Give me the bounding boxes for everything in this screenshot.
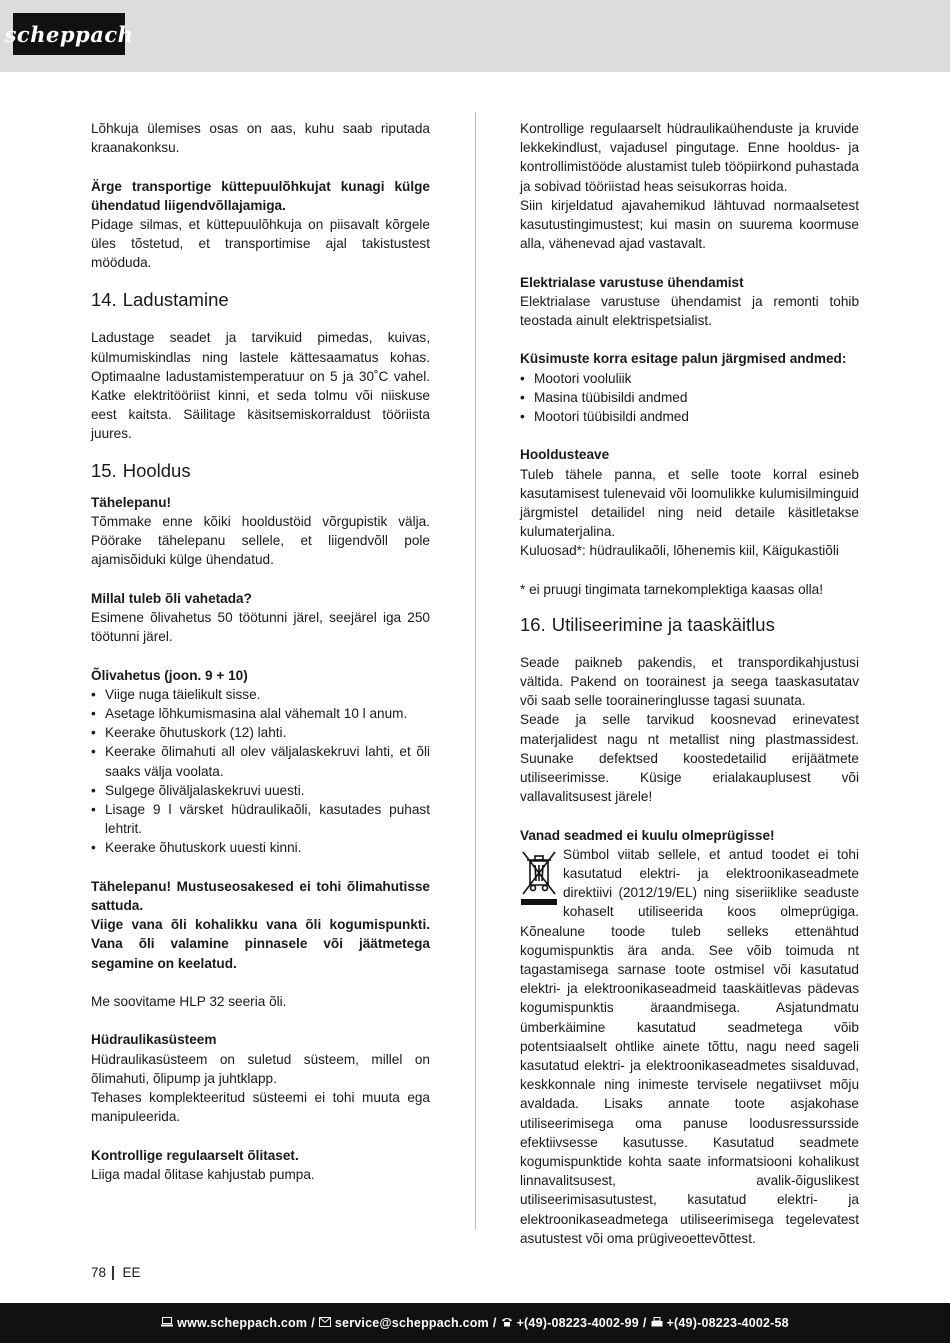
footer-email[interactable]: service@scheppach.com <box>334 1316 489 1330</box>
subheading: Kontrollige regulaarselt õlitaset. <box>91 1147 299 1163</box>
phone-icon <box>501 1316 513 1330</box>
left-column <box>91 119 430 1184</box>
old-oil-warning: Viige vana õli kohalikku vana õli kogumispunkti. Vana õli valamine pinnasele või jäätmetega segamine on keelatud. <box>91 917 430 971</box>
paragraph: Hüdraulikasüsteem on suletud süsteem, millel on õlimahuti, õlipump ja juhtklapp. <box>91 1051 430 1086</box>
logo-text: scheppach <box>4 21 134 47</box>
list-item: • Sulgege õliväljalaskekruvi uuesti. <box>91 781 430 800</box>
paragraph: Esimene õlivahetus 50 töötunni järel, seejärel iga 250 töötunni järel. <box>91 610 430 645</box>
paragraph: Me soovitame HLP 32 seeria õli. <box>91 994 287 1010</box>
mail-icon <box>319 1316 331 1330</box>
paragraph: Kontrollige regulaarselt hüdraulikaühenduste ja kruvide lekkekindlust, vajadusel pingutage. Enne hooldus- ja kontrollimistööde alustamist tuleb tööpiirkond puhastada ja sobivad tööriistad heas seisukorras hoida. <box>520 121 859 194</box>
list-item: • Viige nuga täielikult sisse. <box>91 685 430 704</box>
footnote: * ei pruugi tingimata tarnekomplektiga kaasas olla! <box>520 581 824 597</box>
section-heading-14 <box>91 288 430 312</box>
list-item: • Masina tüübisildi andmed <box>520 388 859 407</box>
questions-list <box>520 369 859 427</box>
right-column <box>520 119 859 1248</box>
paragraph: Pidage silmas, et küttepuulõhkuja on piisavalt kõrgele üles tõstetud, et transportimise ajal takistustest mööduda. <box>91 217 430 271</box>
paragraph: Liiga madal õlitase kahjustab pumpa. <box>91 1166 315 1182</box>
section-title: Hooldus <box>122 460 191 482</box>
fax-icon <box>651 1316 663 1330</box>
paragraph: Tehases komplekteeritud süsteemi ei tohi muuta ega manipuleerida. <box>91 1090 430 1125</box>
paragraph: Seade paikneb pakendis, et transpordikahjustusi vältida. Pakend on toorainest ja seega taaskasutatav või saab selle tooraineringlusse tagasi suunata. <box>520 654 859 709</box>
paragraph: Lõhkuja ülemises osas on aas, kuhu saab riputada kraanakonksu. <box>91 121 430 156</box>
list-item: • Lisage 9 l värsket hüdraulikaõli, kasutades puhast lehtrit. <box>91 800 430 838</box>
section-number: 16. <box>520 613 546 635</box>
paragraph: Siin kirjeldatud ajavahemikud lähtuvad normaalsetest kasutustingimustest; kui masin on suurema koormuse alla, vähenevad ajad vastavalt. <box>520 197 859 252</box>
section-heading-15 <box>91 459 430 483</box>
subheading: Küsimuste korra esitage palun järgmised andmed: <box>520 351 847 367</box>
footer-fax[interactable]: +(49)-08223-4002-58 <box>666 1316 789 1330</box>
brand-logo <box>4 13 134 55</box>
footer-separator: / <box>492 1316 497 1330</box>
weee-block <box>520 845 859 1248</box>
footer-separator: / <box>642 1316 647 1330</box>
footer-phone[interactable]: +(49)-08223-4002-99 <box>516 1316 639 1330</box>
paragraph: Tuleb tähele panna, et selle toote korral esineb kasutamisest tulenevaid või loomulikke kulumisilminguid järgmistel detailidel ning neid detaile käsitletakse kulumaterjalina. <box>520 466 859 540</box>
footer-separator: / <box>311 1316 315 1330</box>
list-item: • Asetage lõhkumismasina alal vähemalt 10 l anum. <box>91 704 430 723</box>
computer-icon <box>161 1316 173 1330</box>
page-number-value: 78 <box>91 1265 107 1280</box>
section-number: 14. <box>91 289 117 311</box>
subheading: Õlivahetus (joon. 9 + 10) <box>91 667 248 683</box>
header-bar <box>0 0 950 72</box>
list-item: • Keerake õhutuskork uuesti kinni. <box>91 838 430 857</box>
paragraph: Seade ja selle tarvikud koosnevad erinevatest materjalidest nagu nt metallist ning plastmassidest. Suunake defektsed koostedetailid erijäätmete utiliseerimisse. Küsige erialakauplusest või vallavalitsusest järele! <box>520 712 859 805</box>
subheading: Millal tuleb õli vahetada? <box>91 590 252 606</box>
list-item: • Keerake õhutuskork (12) lahti. <box>91 723 430 742</box>
section-heading-16 <box>520 613 859 637</box>
section-number: 15. <box>91 460 117 482</box>
page-number <box>91 1265 141 1280</box>
dirt-warning: Tähelepanu! Mustuseosakesed ei tohi õlimahutisse sattuda. <box>91 878 430 914</box>
subheading: Hooldusteave <box>520 447 610 463</box>
subheading: Hüdraulikasüsteem <box>91 1032 217 1048</box>
paragraph: Kuluosad*: hüdraulikaõli, lõhenemis kiil, Käigukastiõli <box>520 543 839 559</box>
transport-warning: Ärge transportige küttepuulõhkujat kunagi külge ühendatud liigendvõllajamiga. <box>91 178 430 213</box>
column-divider <box>475 112 476 1230</box>
paragraph: Tõmmake enne kõiki hooldustöid võrgupistik välja. Pöörake tähelepanu sellele, et liigendvõll pole ajamisõiduki külge ühendatud. <box>91 514 430 568</box>
paragraph: Elektrialase varustuse ühendamist ja remonti tohib teostada ainult elektrispetsialist. <box>520 293 859 329</box>
subheading: Vanad seadmed ei kuulu olmeprügisse! <box>520 827 775 843</box>
footer-bar <box>0 1303 950 1343</box>
oil-change-steps <box>91 685 430 858</box>
language-code: EE <box>122 1265 141 1280</box>
paragraph: Ladustage seadet ja tarvikuid pimedas, kuivas, külmumiskindlas ning lastele kättesaamatus kohas. Optimaalne ladustamistemperatuur on 5 ja 30˚C vahel. Katke elektritööriist kinni, et seda tolmu või niiskuse eest kaitsta. Säilitage käsitsemiskorraldust tööriista juures. <box>91 330 430 442</box>
list-item: • Mootori tüübisildi andmed <box>520 407 859 426</box>
section-title: Ladustamine <box>122 289 229 311</box>
subheading: Tähelepanu! <box>91 494 172 510</box>
crossed-bin-icon <box>520 849 558 907</box>
footer-website[interactable]: www.scheppach.com <box>177 1316 308 1330</box>
section-title: Utiliseerimine ja taaskäitlus <box>551 613 775 635</box>
list-item: • Mootori vooluliik <box>520 369 859 388</box>
weee-text: Sümbol viitab sellele, et antud toodet ei tohi kasutatud elektri- ja elektroonikaseadmete direktiivi (2012/19/EL) ning siseriiklike seaduste kohaselt utiliseerida koos olmeprügiga. Kõnealune toode tuleb selleks ettenähtud kogumispunktis ära anda. See võib toimuda nt tagastamisega sarnase toote ostmisel või kasutatud elektri- ja elektroonikaseadmeid taaskäitlevas pädevas kogumispunktis äraandmisega. Asjatundmatu ümberkäimine kasutatud seadmetega võib potentsiaalselt ohtlike ainete tõttu, nagu need sageli kasutatud elektri- ja elektroonikaseadmetes sisalduvad, keskkonnale ning inimeste tervisele negatiivset mõju avaldada. Lisaks annate toote asjakohase utiliseerimisega oma panuse loodusressursside efektiivsesse kasutusse. Kasutatud seadmete kogumispunktide kohta saate informatsiooni kohalikust linnavalitsusest, avalik-õiguslikest utiliseerimisasutustest, kasutatud elektri- ja elektroonikaseadmetega utiliseerimisega tegelevatest asutustest või oma prügiveoettevõttest. <box>520 846 859 1246</box>
list-item: • Keerake õlimahuti all olev väljalaskekruvi lahti, et õli saaks välja voolata. <box>91 742 430 780</box>
subheading: Elektrialase varustuse ühendamist <box>520 274 744 290</box>
page-separator <box>112 1266 114 1280</box>
